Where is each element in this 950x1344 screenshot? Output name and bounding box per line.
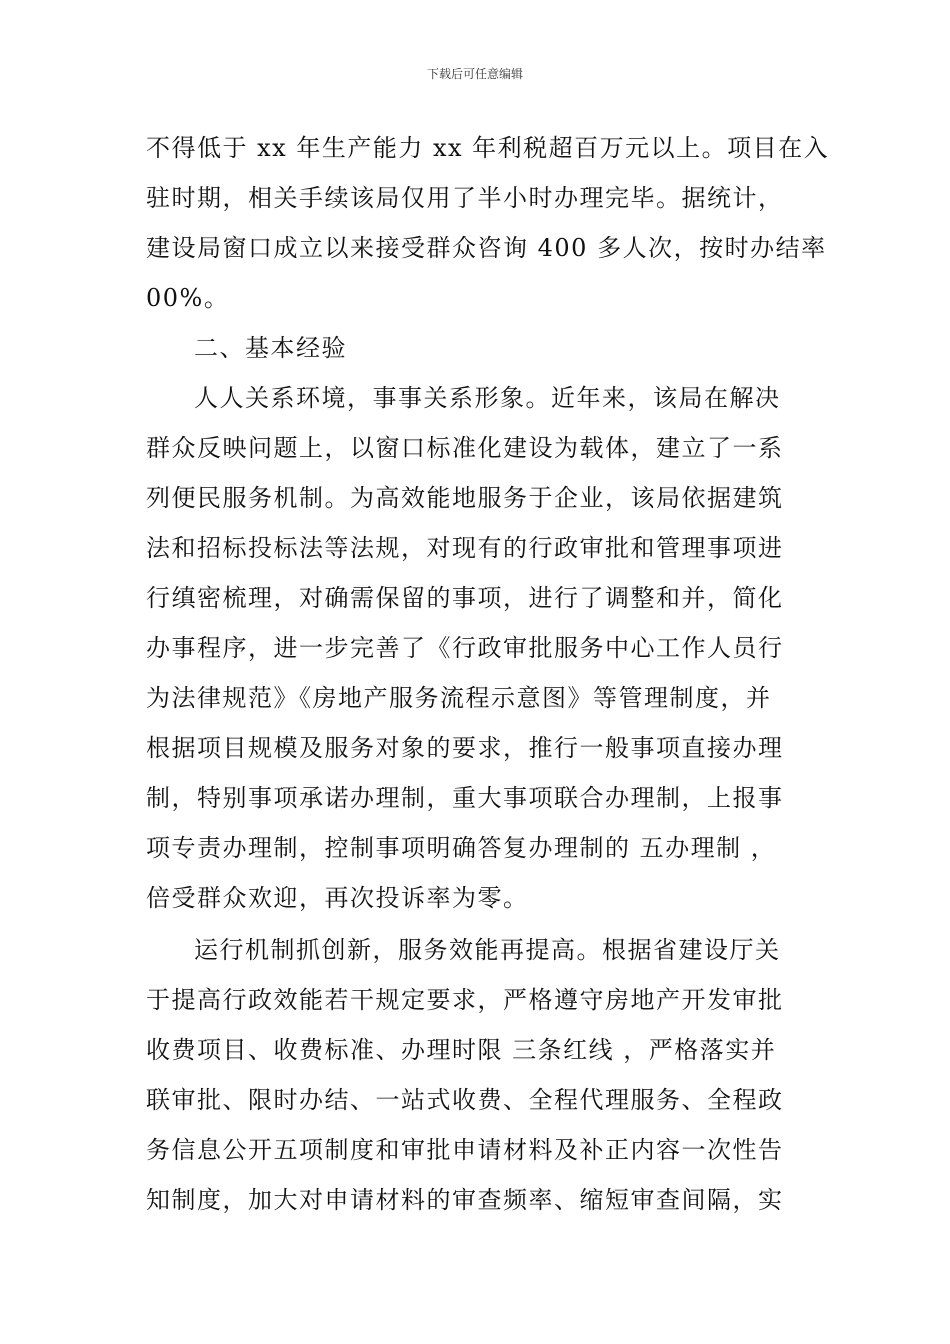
- text-line: 不得低于 xx 年生产能力 xx 年利税超百万元以上。项目在入: [146, 134, 830, 162]
- text-line: 制，特别事项承诺办理制，重大事项联合办理制，上报事: [146, 784, 784, 812]
- text-line: 为法律规范》《房地产服务流程示意图》等管理制度，并: [146, 684, 772, 712]
- text-line: 联审批、限时办结、一站式收费、全程代理服务、全程政: [146, 1086, 784, 1114]
- section-heading: 二、基本经验: [194, 334, 347, 362]
- text-line: 知制度，加大对申请材料的审查频率、缩短审查间隔，实: [146, 1186, 784, 1214]
- paragraph-start: 运行机制抓创新，服务效能再提高。根据省建设厅关: [194, 936, 781, 964]
- text-line: 务信息公开五项制度和审批申请材料及补正内容一次性告: [146, 1136, 784, 1164]
- text-line: 列便民服务机制。为高效能地服务于企业，该局依据建筑: [146, 484, 784, 512]
- text-line: 根据项目规模及服务对象的要求，推行一般事项直接办理: [146, 734, 784, 762]
- text-line: 00%。: [146, 284, 230, 312]
- text-line: 驻时期，相关手续该局仅用了半小时办理完毕。据统计，: [146, 184, 784, 212]
- text-line: 办事程序，进一步完善了《行政审批服务中心工作人员行: [146, 634, 784, 662]
- paragraph-start: 人人关系环境，事事关系形象。近年来，该局在解决: [194, 384, 781, 412]
- text-line: 收费项目、收费标准、办理时限 三条红线 ，严格落实并: [146, 1036, 777, 1064]
- text-line: 项专责办理制，控制事项明确答复办理制的 五办理制 ，: [146, 834, 777, 862]
- text-line: 法和招标投标法等法规，对现有的行政审批和管理事项进: [146, 534, 784, 562]
- text-line: 倍受群众欢迎，再次投诉率为零。: [146, 884, 529, 912]
- text-line: 群众反映问题上，以窗口标准化建设为载体，建立了一系: [146, 434, 784, 462]
- text-line: 建设局窗口成立以来接受群众咨询 400 多人次，按时办结率: [146, 234, 827, 262]
- page-header-note: 下载后可任意编辑: [426, 67, 523, 81]
- text-line: 于提高行政效能若干规定要求，严格遵守房地产开发审批: [146, 986, 784, 1014]
- text-line: 行缜密梳理，对确需保留的事项，进行了调整和并，简化: [146, 584, 784, 612]
